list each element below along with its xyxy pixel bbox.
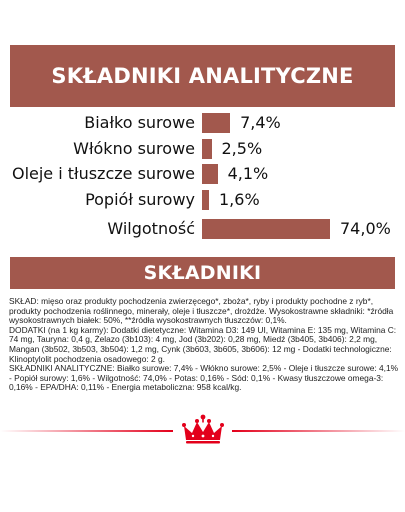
royal-crown-icon: [178, 413, 228, 445]
nutrient-bar: [202, 164, 218, 184]
nutrient-label: Wilgotność: [107, 219, 195, 238]
additives-paragraph: DODATKI (na 1 kg karmy): Dodatki dietetyczne: Witamina D3: 149 UI, Witamina E: 135 mg, Witamina C: 74 mg, Tauryna: 0,4 g, Żelazo (3b103): 4 mg, Jod (3b202): 0,28 mg, Miedź (3b405, 3b406): 2,2 mg, Mangan (3b502, 3b503, 3b504): 1,2 mg, Cynk (3b603, 3b605, 3b606): 12 mg - Dodatki technologiczne: Klinoptylolit pochodzenia osadowego: 2 g.: [9, 324, 397, 364]
ingredients-header-band: [10, 257, 395, 289]
nutrient-bar: [202, 219, 330, 239]
nutrient-label: Popiół surowy: [85, 190, 195, 209]
nutrient-value: 4,1%: [227, 164, 269, 183]
analytic-header-title: SKŁADNIKI ANALITYCZNE: [51, 64, 354, 88]
analytic-paragraph: SKŁADNIKI ANALITYCZNE: Białko surowe: 7,4% - Włókno surowe: 2,5% - Oleje i tłuszcze surowe: 4,1% - Popiół surowy: 1,6% - Wilgotność: 74,0% - Potas: 0,16% - Sód: 0,1% - Kwasy tłuszczowe omega-3: 0,16% - EPA/DHA: 0,11% - Energia metaboliczna: 958 kcal/kg.: [9, 363, 399, 393]
nutrient-row: [0, 137, 405, 161]
nutrient-bar: [202, 139, 212, 159]
nutrient-label: Oleje i tłuszcze surowe: [11, 164, 195, 183]
nutrient-row: [0, 217, 405, 241]
footer-rule-left: [0, 430, 173, 432]
nutrient-label: Włókno surowe: [73, 139, 195, 158]
footer-rule-right: [232, 430, 405, 432]
nutrient-value: 7,4%: [240, 113, 281, 132]
composition-paragraph: SKŁAD: mięso oraz produkty pochodzenia zwierzęcego*, zboża*, ryby i produkty pochodne z ryb*, produkty pochodzenia roślinnego, minerały, oleje i tłuszcze*, drożdże. Wysokostrawne składniki: *źródła wysokostrawnych białek: 50%, **źródła wysokostrawnych tłuszczów: 0,1%.: [9, 296, 394, 326]
nutrient-bar: [202, 113, 230, 133]
nutrient-value: 2,5%: [221, 139, 263, 158]
nutrient-row: [0, 111, 405, 135]
nutrient-value: 74,0%: [340, 219, 391, 238]
nutrient-row: [0, 188, 405, 212]
nutrient-label: Białko surowe: [84, 113, 195, 132]
ingredients-header-title: SKŁADNIKI: [143, 262, 262, 284]
nutrient-row: [0, 162, 405, 186]
ingredients-text: [9, 297, 399, 393]
nutrient-bar: [202, 190, 209, 210]
analytic-header-band: [10, 45, 395, 107]
nutrient-value: 1,6%: [219, 190, 260, 209]
